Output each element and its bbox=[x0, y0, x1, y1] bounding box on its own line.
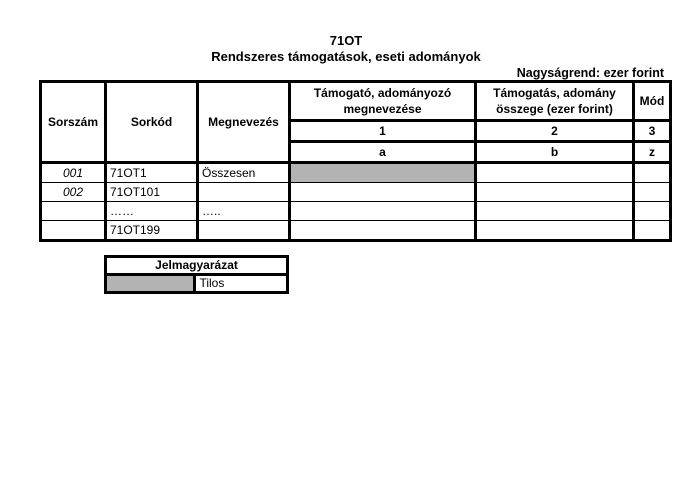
header-col2: Támogatás, adomány összege (ezer forint) bbox=[476, 82, 634, 121]
legend-label: Tilos bbox=[195, 275, 288, 293]
header-col1: Támogató, adományozó megnevezése bbox=[290, 82, 476, 121]
mode-cell[interactable] bbox=[634, 221, 671, 241]
row-code: 71OT101 bbox=[106, 183, 198, 202]
column-letter: z bbox=[634, 142, 671, 163]
form-code: 71OT bbox=[329, 33, 363, 48]
legend-title: Jelmagyarázat bbox=[106, 257, 288, 275]
supporter-name-cell[interactable] bbox=[290, 221, 476, 241]
amount-cell[interactable] bbox=[476, 163, 634, 183]
unit-note: Nagyságrend: ezer forint bbox=[516, 66, 664, 80]
row-number: 001 bbox=[41, 163, 106, 183]
header-row bbox=[41, 82, 671, 121]
header-col3: Mód bbox=[634, 82, 671, 121]
column-number: 2 bbox=[476, 121, 634, 142]
row-number bbox=[41, 221, 106, 241]
row-number bbox=[41, 202, 106, 221]
header-sorkod: Sorkód bbox=[106, 82, 198, 163]
row-code: 71OT199 bbox=[106, 221, 198, 241]
row-name bbox=[198, 183, 290, 202]
mode-cell[interactable] bbox=[634, 202, 671, 221]
row-name: ….. bbox=[198, 202, 290, 221]
column-number: 1 bbox=[290, 121, 476, 142]
amount-cell[interactable] bbox=[476, 202, 634, 221]
header-sorszam: Sorszám bbox=[41, 82, 106, 163]
column-letter: a bbox=[290, 142, 476, 163]
column-letter: b bbox=[476, 142, 634, 163]
column-number: 3 bbox=[634, 121, 671, 142]
supporter-name-cell[interactable] bbox=[290, 202, 476, 221]
header-megnevezes: Megnevezés bbox=[198, 82, 290, 163]
table-row bbox=[41, 202, 671, 221]
row-number: 002 bbox=[41, 183, 106, 202]
amount-cell[interactable] bbox=[476, 221, 634, 241]
legend-swatch bbox=[106, 275, 195, 293]
amount-cell[interactable] bbox=[476, 183, 634, 202]
forbidden-cell bbox=[290, 163, 476, 183]
row-name: Összesen bbox=[198, 163, 290, 183]
supporter-name-cell[interactable] bbox=[290, 183, 476, 202]
mode-cell[interactable] bbox=[634, 183, 671, 202]
table-row bbox=[41, 221, 671, 241]
legend-table bbox=[104, 255, 289, 294]
row-code: 71OT1 bbox=[106, 163, 198, 183]
table-row bbox=[41, 163, 671, 183]
table-row bbox=[41, 183, 671, 202]
data-table bbox=[39, 80, 672, 242]
row-code: …… bbox=[106, 202, 198, 221]
row-name bbox=[198, 221, 290, 241]
mode-cell[interactable] bbox=[634, 163, 671, 183]
form-title: Rendszeres támogatások, eseti adományok bbox=[211, 49, 481, 64]
